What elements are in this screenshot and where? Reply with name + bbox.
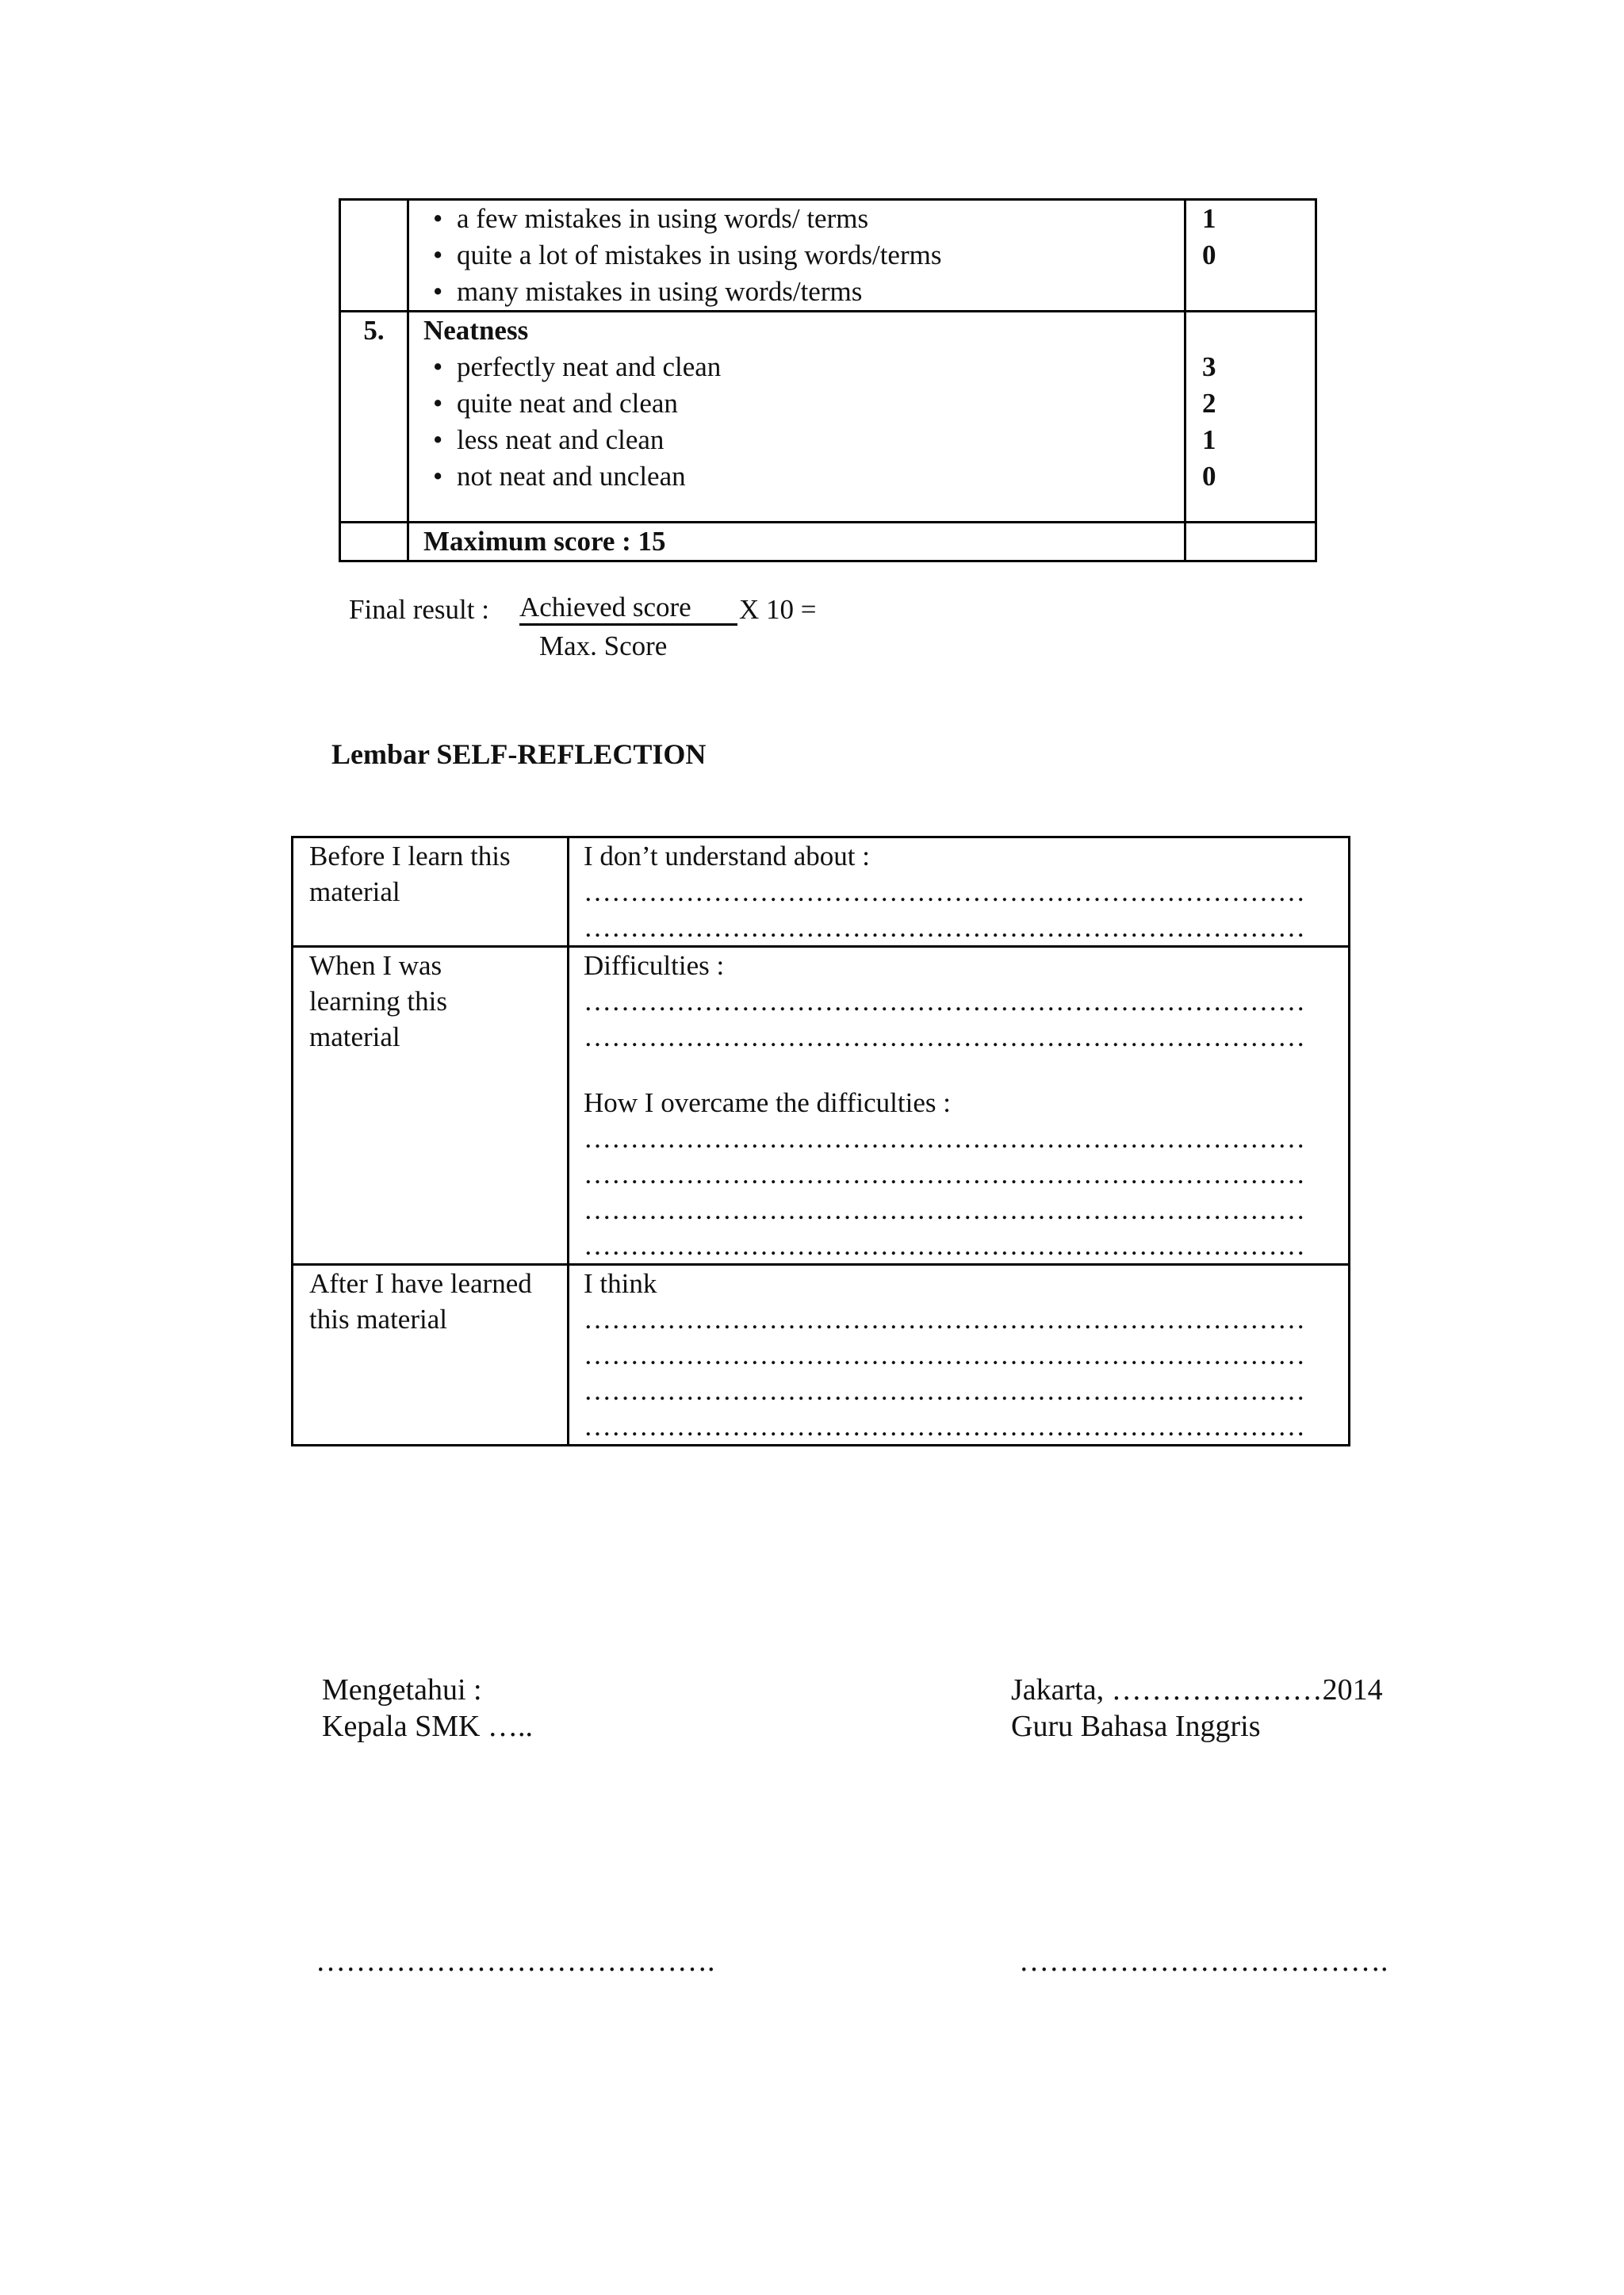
row-number-cell — [340, 200, 408, 312]
label-line: Before I learn this — [309, 841, 511, 872]
reflection-answer-cell — [569, 1265, 1350, 1446]
answer-line: …………………………………………………………………… — [584, 1194, 1305, 1225]
row-number: 5. — [340, 312, 408, 523]
reflection-answer-cell — [569, 837, 1350, 947]
criteria-item: • not neat and unclean — [423, 458, 1184, 495]
label-line: learning this — [309, 986, 447, 1017]
final-result-numerator: Achieved score — [519, 592, 737, 626]
answer-line: …………………………………………………………………… — [584, 1230, 1305, 1261]
answer-line: …………………………………………………………………… — [584, 1159, 1305, 1190]
prompt-text: I don’t understand about : — [584, 841, 870, 872]
label-line: After I have learned — [309, 1268, 532, 1299]
prompt-text: I think — [584, 1268, 657, 1299]
rubric-row-prev — [340, 200, 1316, 312]
criteria-item: • a few mistakes in using words/ terms — [423, 201, 1184, 237]
empty-cell — [1185, 523, 1316, 561]
criteria-title: Neatness — [423, 315, 529, 346]
criteria-cell — [408, 200, 1185, 312]
score-cell — [1185, 312, 1316, 523]
section-title: Lembar SELF-REFLECTION — [331, 738, 707, 770]
final-result-multiplier: X 10 = — [739, 594, 817, 625]
criteria-item: • less neat and clean — [423, 422, 1184, 458]
empty-cell — [340, 523, 408, 561]
label-line: this material — [309, 1304, 447, 1335]
max-score: Maximum score : 15 — [408, 523, 1185, 561]
criteria-item: • many mistakes in using words/terms — [423, 274, 1184, 310]
answer-line: …………………………………………………………………… — [584, 912, 1305, 943]
reflection-row-label — [293, 837, 569, 947]
answer-line: …………………………………………………………………… — [584, 986, 1305, 1017]
final-result-denominator: Max. Score — [539, 630, 668, 661]
score-value: 0 — [1202, 461, 1216, 492]
signature-left-line1: Mengetahui : — [322, 1673, 482, 1707]
signature-right-line1: Jakarta, …………………2014 — [1011, 1673, 1383, 1707]
score-cell — [1185, 200, 1316, 312]
final-result-label: Final result : — [349, 594, 489, 625]
criteria-cell — [408, 312, 1185, 523]
score-value: 1 — [1202, 203, 1216, 234]
answer-line: …………………………………………………………………… — [584, 1339, 1305, 1370]
reflection-row-after — [293, 1265, 1350, 1446]
reflection-row-during — [293, 947, 1350, 1265]
signature-right-line2: Guru Bahasa Inggris — [1011, 1710, 1261, 1743]
rubric-table — [339, 198, 1317, 562]
signature-left-dots: …………………………………. — [316, 1944, 715, 1978]
label-line: material — [309, 876, 400, 907]
answer-line: …………………………………………………………………… — [584, 876, 1305, 907]
label-line: When I was — [309, 950, 442, 981]
answer-line: …………………………………………………………………… — [584, 1375, 1305, 1406]
prompt-text: Difficulties : — [584, 950, 725, 981]
answer-line: …………………………………………………………………… — [584, 1411, 1305, 1442]
rubric-row-5 — [340, 312, 1316, 523]
self-reflection-table — [291, 836, 1350, 1446]
criteria-item: • perfectly neat and clean — [423, 349, 1184, 385]
reflection-answer-cell — [569, 947, 1350, 1265]
reflection-row-label — [293, 1265, 569, 1446]
label-line: material — [309, 1021, 400, 1052]
score-value: 2 — [1202, 388, 1216, 419]
rubric-row-max — [340, 523, 1316, 561]
criteria-item: • quite neat and clean — [423, 385, 1184, 422]
criteria-item: • quite a lot of mistakes in using words/terms — [423, 237, 1184, 274]
answer-line: …………………………………………………………………… — [584, 1304, 1305, 1335]
reflection-row-before — [293, 837, 1350, 947]
score-value: 0 — [1202, 239, 1216, 270]
reflection-row-label — [293, 947, 569, 1265]
score-value: 3 — [1202, 351, 1216, 382]
signature-left-line2: Kepala SMK ….. — [322, 1710, 533, 1743]
score-value: 1 — [1202, 424, 1216, 455]
prompt-text: How I overcame the difficulties : — [584, 1087, 951, 1118]
answer-line: …………………………………………………………………… — [584, 1123, 1305, 1154]
signature-right-dots: ………………………………. — [1019, 1944, 1388, 1978]
answer-line: …………………………………………………………………… — [584, 1021, 1305, 1052]
